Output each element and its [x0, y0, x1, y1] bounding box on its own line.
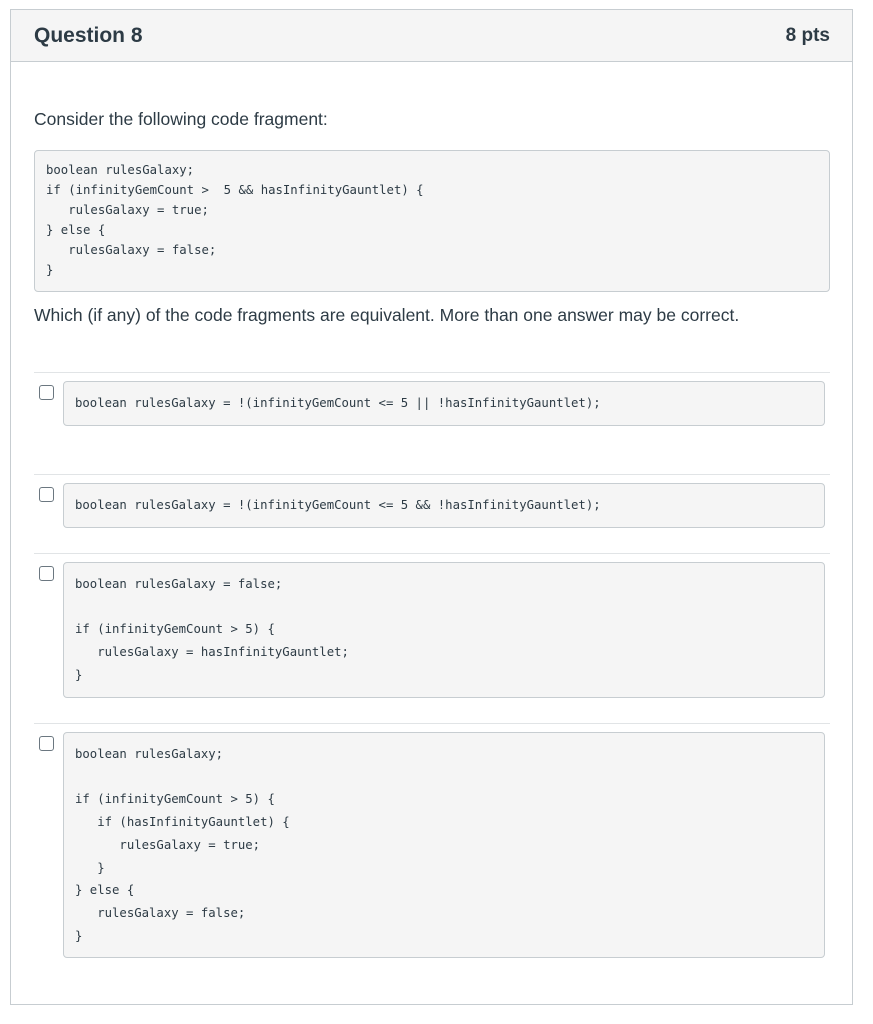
answer-divider [34, 474, 830, 475]
stem-code-block: boolean rulesGalaxy; if (infinityGemCount > 5 && hasInfinityGauntlet) { rulesGalaxy = true; } else { rulesGalaxy = false; } [34, 150, 830, 292]
answer-3-checkbox[interactable] [39, 566, 54, 581]
question-header [11, 10, 852, 62]
answer-1-code[interactable]: boolean rulesGalaxy = !(infinityGemCount <= 5 || !hasInfinityGauntlet); [63, 381, 825, 426]
question-intro: Consider the following code fragment: [34, 109, 328, 129]
answer-divider [34, 723, 830, 724]
answer-2-code[interactable]: boolean rulesGalaxy = !(infinityGemCount <= 5 && !hasInfinityGauntlet); [63, 483, 825, 528]
question-points: 8 pts [785, 24, 830, 46]
answer-4-code[interactable]: boolean rulesGalaxy; if (infinityGemCount > 5) { if (hasInfinityGauntlet) { rulesGalaxy = true; } } else { rulesGalaxy = false; } [63, 732, 825, 958]
answer-option-2[interactable] [34, 483, 830, 529]
question-instruction: Which (if any) of the code fragments are equivalent. More than one answer may be correct. [34, 305, 740, 325]
answer-option-4[interactable] [34, 732, 830, 958]
answer-1-checkbox[interactable] [39, 385, 54, 400]
answer-divider [34, 553, 830, 554]
answer-option-1[interactable] [34, 381, 830, 427]
answer-4-checkbox[interactable] [39, 736, 54, 751]
question-title: Question 8 [34, 23, 143, 47]
answer-divider [34, 372, 830, 373]
question-card [10, 9, 853, 1005]
answer-3-code[interactable]: boolean rulesGalaxy = false; if (infinityGemCount > 5) { rulesGalaxy = hasInfinityGauntlet; } [63, 562, 825, 698]
answer-option-3[interactable] [34, 562, 830, 698]
answer-2-checkbox[interactable] [39, 487, 54, 502]
